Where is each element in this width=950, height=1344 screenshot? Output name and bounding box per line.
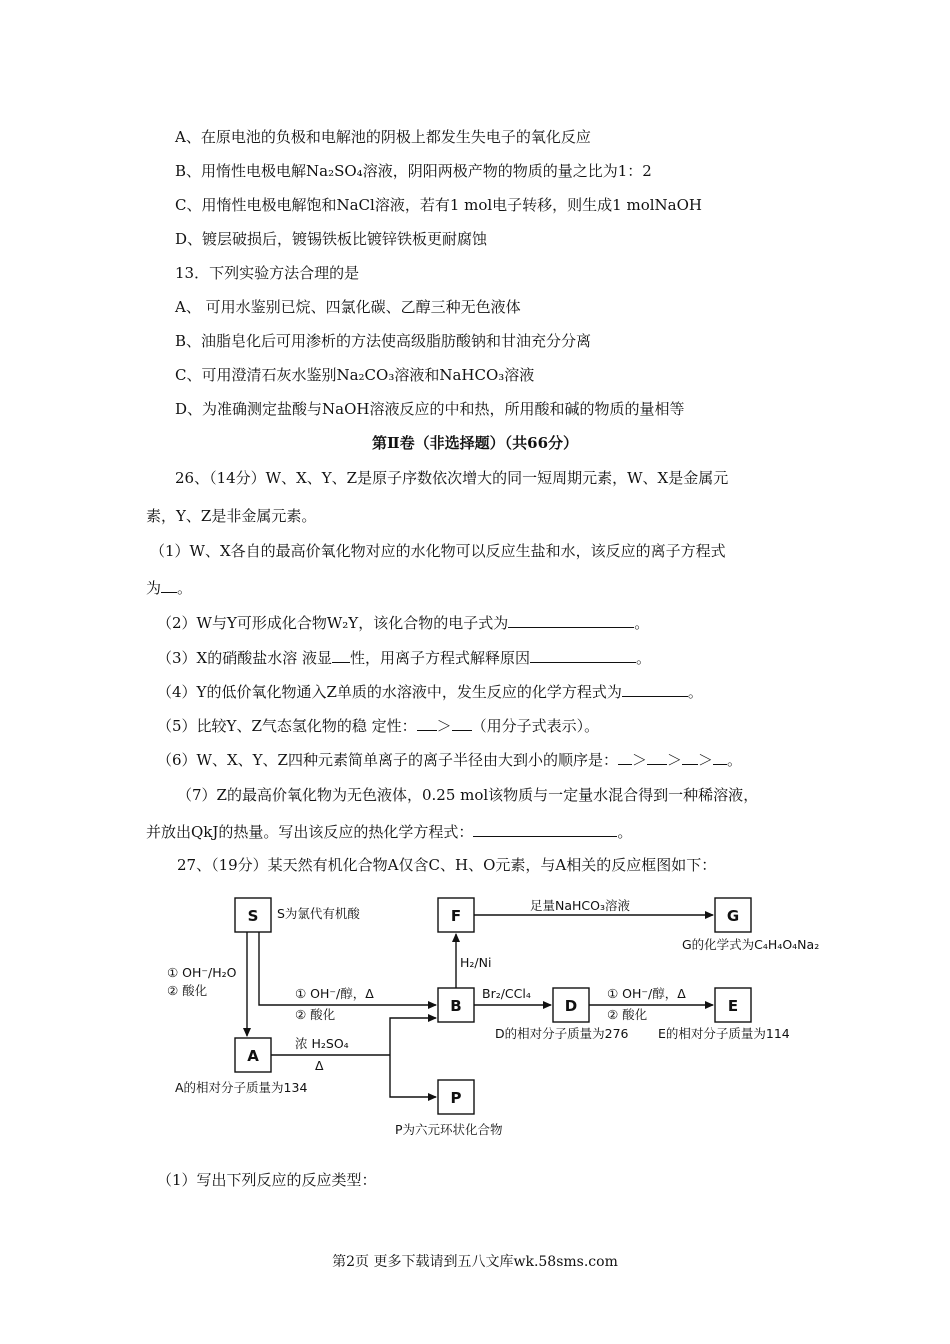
condition-s-a-1: ① OH⁻/H₂O — [167, 965, 237, 980]
answer-blank[interactable] — [473, 821, 617, 837]
label-s: S — [247, 907, 259, 925]
reaction-diagram — [155, 888, 845, 1158]
q26-part1-line2 — [146, 577, 192, 598]
q12-option-c: C、用惰性电极电解饱和NaCl溶液，若有1 mol电子转移，则生成1 molNaOH — [175, 196, 702, 214]
q26-part2 — [157, 612, 649, 633]
label-g: G — [726, 907, 740, 925]
note-p: P为六元环状化合物 — [395, 1122, 503, 1137]
q26-part1-prefix: 为 — [146, 579, 162, 597]
q13-option-b: B、油脂皂化后可用渗析的方法使高级脂肪酸钠和甘油充分分离 — [175, 332, 592, 350]
q26-part6-gt2: ＞ — [666, 751, 682, 769]
condition-s-b-2: ② 酸化 — [295, 1007, 336, 1022]
answer-blank[interactable] — [530, 647, 636, 663]
q26-part4 — [157, 681, 703, 702]
q26-part5-end: （用分子式表示）。 — [471, 717, 600, 735]
answer-blank[interactable] — [618, 749, 632, 765]
condition-d-e-1: ① OH⁻/醇，Δ — [607, 986, 686, 1001]
answer-blank[interactable] — [682, 749, 698, 765]
q13-option-a: A、 可用水鉴别已烷、四氯化碳、乙醇三种无色液体 — [175, 298, 521, 316]
note-s: S为氯代有机酸 — [277, 906, 360, 921]
note-g: G的化学式为C₄H₄O₄Na₂ — [682, 937, 820, 952]
q26-part7-end: 。 — [617, 823, 633, 841]
q13-option-c: C、可用澄清石灰水鉴别Na₂CO₃溶液和NaHCO₃溶液 — [175, 366, 535, 384]
q26-part6-gt1: ＞ — [631, 751, 647, 769]
q26-part2-end: 。 — [634, 614, 650, 632]
q26-part3-text-a: （3）X的硝酸盐水溶 液显 — [157, 649, 332, 667]
q26-part4-end: 。 — [687, 683, 703, 701]
answer-blank[interactable] — [508, 612, 634, 628]
arrow-a-p — [390, 1055, 436, 1097]
q26-part3-end: 。 — [636, 649, 652, 667]
answer-blank[interactable] — [417, 715, 437, 731]
q26-part5-text: （5）比较Y、Z气态氢化物的稳 定性： — [157, 717, 417, 735]
q27-stem: 27、（19分）某天然有机化合物A仅含C、H、O元素，与A相关的反应框图如下： — [177, 856, 717, 874]
condition-b-d: Br₂/CCl₄ — [482, 986, 531, 1001]
q26-stem-line2: 素，Y、Z是非金属元素。 — [146, 507, 317, 525]
q27-part1: （1）写出下列反应的反应类型： — [157, 1171, 377, 1189]
q26-part4-text: （4）Y的低价氧化物通入Z单质的水溶液中，发生反应的化学方程式为 — [157, 683, 622, 701]
condition-s-b-1: ① OH⁻/醇，Δ — [295, 986, 374, 1001]
condition-a-heat: Δ — [315, 1058, 324, 1073]
answer-blank[interactable] — [647, 749, 667, 765]
condition-h2-ni: H₂/Ni — [460, 955, 492, 970]
label-p: P — [450, 1089, 462, 1107]
q26-part7-line2 — [146, 821, 632, 842]
condition-f-g: 足量NaHCO₃溶液 — [530, 898, 630, 913]
q26-part6 — [157, 749, 742, 770]
answer-blank[interactable] — [452, 715, 472, 731]
condition-d-e-2: ② 酸化 — [607, 1007, 648, 1022]
q26-part7-line1: （7）Z的最高价氧化物为无色液体，0.25 mol该物质与一定量水混合得到一种稀溶液， — [177, 786, 759, 804]
label-a: A — [247, 1047, 259, 1065]
q26-part5 — [157, 715, 599, 736]
q12-option-d: D、镀层破损后，镀锡铁板比镀锌铁板更耐腐蚀 — [175, 230, 488, 248]
q26-part5-gt: ＞ — [436, 717, 452, 735]
note-d: D的相对分子质量为276 — [495, 1026, 629, 1041]
answer-blank[interactable] — [622, 681, 688, 697]
q26-part3 — [157, 647, 651, 668]
note-e: E的相对分子质量为114 — [658, 1026, 790, 1041]
q26-part6-gt3: ＞ — [698, 751, 714, 769]
q26-stem-line1: 26、（14分）W、X、Y、Z是原子序数依次增大的同一短周期元素，W、X是金属元 — [175, 469, 729, 487]
q26-part6-text: （6）W、X、Y、Z四种元素简单离子的离子半径由大到小的顺序是： — [157, 751, 618, 769]
q13-stem: 13．下列实验方法合理的是 — [175, 264, 360, 282]
note-a: A的相对分子质量为134 — [175, 1080, 308, 1095]
label-d: D — [564, 997, 578, 1015]
q26-part7-text: 并放出QkJ的热量。写出该反应的热化学方程式： — [146, 823, 474, 841]
arrow-a-b — [390, 1018, 436, 1055]
q26-part3-text-b: 性，用离子方程式解释原因 — [350, 649, 531, 667]
q26-part2-text: （2）W与Y可形成化合物W₂Y，该化合物的电子式为 — [157, 614, 509, 632]
answer-blank[interactable] — [332, 647, 350, 663]
label-f: F — [450, 907, 462, 925]
section-title: 第Ⅱ卷（非选择题）（共66分） — [371, 434, 579, 452]
condition-s-a-2: ② 酸化 — [167, 983, 208, 998]
q12-option-a: A、在原电池的负极和电解池的阴极上都发生失电子的氧化反应 — [175, 128, 591, 146]
page-footer: 第2页 更多下载请到五八文库wk.58sms.com — [332, 1254, 618, 1270]
answer-blank[interactable] — [161, 577, 177, 593]
q12-option-b: B、用惰性电极电解Na₂SO₄溶液，阴阳两极产物的物质的量之比为1：2 — [175, 162, 652, 180]
condition-a-acid: 浓 H₂SO₄ — [295, 1036, 349, 1051]
q13-option-d: D、为准确测定盐酸与NaOH溶液反应的中和热，所用酸和碱的物质的量相等 — [175, 400, 685, 418]
label-b: B — [450, 997, 462, 1015]
answer-blank[interactable] — [713, 749, 727, 765]
q26-part1-line1: （1）W、X各自的最高价氧化物对应的水化物可以反应生盐和水，该反应的离子方程式 — [150, 542, 726, 560]
q26-part1-end: 。 — [177, 579, 193, 597]
label-e: E — [727, 997, 739, 1015]
q26-part6-end: 。 — [727, 751, 743, 769]
